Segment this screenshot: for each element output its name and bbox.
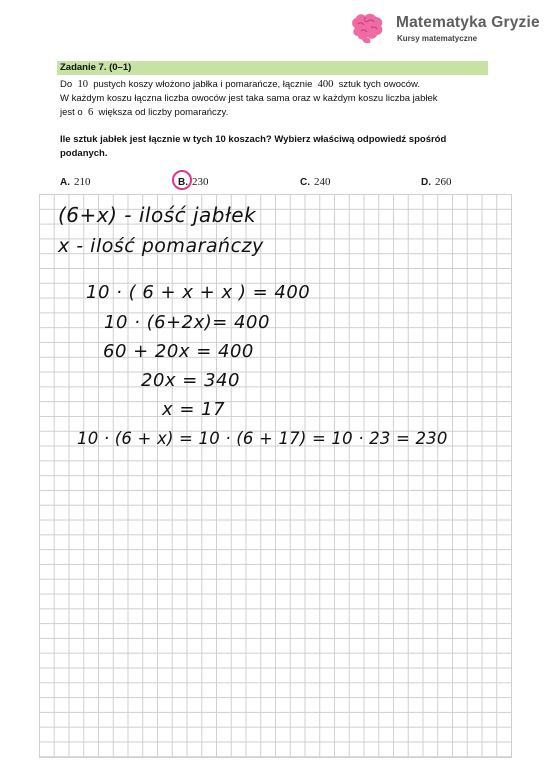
task-line-1 — [60, 78, 490, 92]
handwritten-equation-2: 10 · (6+2x)= 400 — [104, 312, 270, 333]
question-text — [60, 133, 490, 161]
handwritten-line-2: x - ilość pomarańczy — [58, 235, 264, 257]
answer-letter: C. — [300, 177, 310, 188]
number-total-fruits: 400 — [317, 79, 334, 90]
task-line-3 — [60, 106, 490, 120]
task-header-bar — [57, 61, 488, 75]
brand-subtitle: Kursy matematyczne — [397, 34, 478, 43]
handwritten-equation-5: x = 17 — [162, 399, 226, 420]
answer-value: 240 — [314, 176, 331, 188]
brain-icon — [349, 12, 385, 44]
task-title: Zadanie 7. (0–1) — [60, 62, 132, 73]
task-line-3-pre: jest o — [60, 107, 83, 118]
answer-value: 260 — [435, 176, 452, 188]
selected-answer-circle — [172, 170, 192, 190]
handwritten-equation-1: 10 · ( 6 + x + x ) = 400 — [86, 282, 311, 303]
task-line-2: W każdym koszu łączna liczba owoców jest taka sama oraz w każdym koszu liczba jabłek — [60, 93, 438, 104]
brand-title: Matematyka Gryzie — [396, 14, 540, 31]
answer-letter: B. — [178, 177, 188, 188]
answer-letter: A. — [60, 177, 70, 188]
squared-paper-grid — [39, 194, 512, 758]
handwritten-line-1: (6+x) - ilość jabłek — [58, 203, 257, 227]
task-line-3-post: większa od liczby pomarańczy. — [98, 107, 229, 118]
handwritten-equation-6: 10 · (6 + x) = 10 · (6 + 17) = 10 · 23 = 230 — [77, 429, 448, 448]
task-line-1-post: sztuk tych owoców. — [338, 79, 420, 90]
answer-letter: D. — [421, 177, 431, 188]
answer-value: 210 — [74, 176, 91, 188]
answer-option-c[interactable] — [300, 176, 331, 188]
number-difference: 6 — [88, 107, 94, 118]
task-statement — [60, 78, 490, 120]
answer-options — [0, 176, 548, 192]
answer-option-d[interactable] — [421, 176, 452, 188]
task-line-1-mid: pustych koszy włożono jabłka i pomarańcze, łącznie — [93, 79, 313, 90]
handwritten-equation-4: 20x = 340 — [141, 370, 240, 391]
task-line-1-pre: Do — [60, 79, 73, 90]
page-header — [0, 0, 548, 56]
handwritten-equation-3: 60 + 20x = 400 — [103, 341, 254, 362]
answer-value: 230 — [192, 176, 209, 188]
question-line-1: Ile sztuk jabłek jest łącznie w tych 10 koszach? Wybierz właściwą odpowiedź spośród — [60, 134, 447, 145]
question-line-2: podanych. — [60, 148, 108, 159]
number-baskets: 10 — [77, 79, 88, 90]
answer-option-a[interactable] — [60, 176, 91, 188]
